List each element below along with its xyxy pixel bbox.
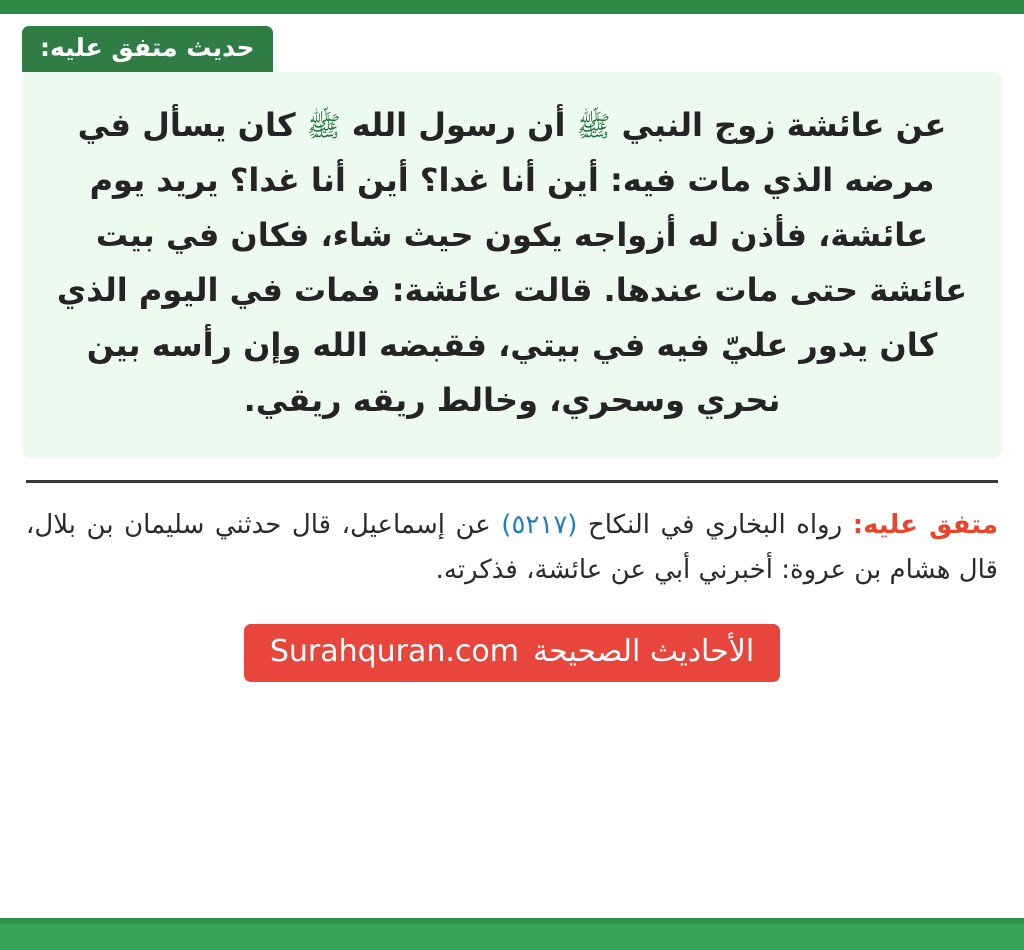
takhreej-text [22,503,1002,594]
salawat-symbol-icon: ﷺ [576,109,611,143]
hadith-text-part-2: أن رسول الله [340,105,577,144]
hadith-grade-label: حديث متفق عليه: [22,26,273,72]
hadith-text-part-3: كان يسأل في مرضه الذي مات فيه: أين أنا غدا؟ أين أنا غدا؟ يريد يوم عائشة، فأذن له أزواجه يكون حيث شاء، فكان في بيت عائشة حتى مات عندها. قالت عائشة: فمات في اليوم الذي كان يدور عليّ فيه في بيتي، فقبضه الله وإن رأسه بين نحري وسحري، وخالط ريقه ريقي. [56,105,968,419]
takhreej-reference-number: (٥٢١٧) [501,509,578,540]
section-divider [26,480,998,483]
site-brand-badge[interactable] [244,624,780,682]
hadith-text [48,98,976,428]
salawat-symbol-icon-2: ﷺ [306,109,341,143]
brand-row [22,624,1002,682]
brand-site-name: Surahquran.com [269,633,519,669]
brand-arabic-label: الأحاديث الصحيحة [533,633,755,669]
hadith-text-box [22,72,1002,458]
hadith-text-part-1: عن عائشة زوج النبي [610,105,947,144]
takhreej-before-reference: رواه البخاري في النكاح [577,509,853,540]
hadith-label-row [22,26,1002,72]
bottom-accent-bar [0,924,1024,950]
takhreej-grade: متفق عليه: [852,509,998,540]
takhreej-after-reference: عن إسماعيل، قال حدثني سليمان بن بلال، قال هشام بن عروة: أخبرني أبي عن عائشة، فذكرته. [26,509,998,586]
